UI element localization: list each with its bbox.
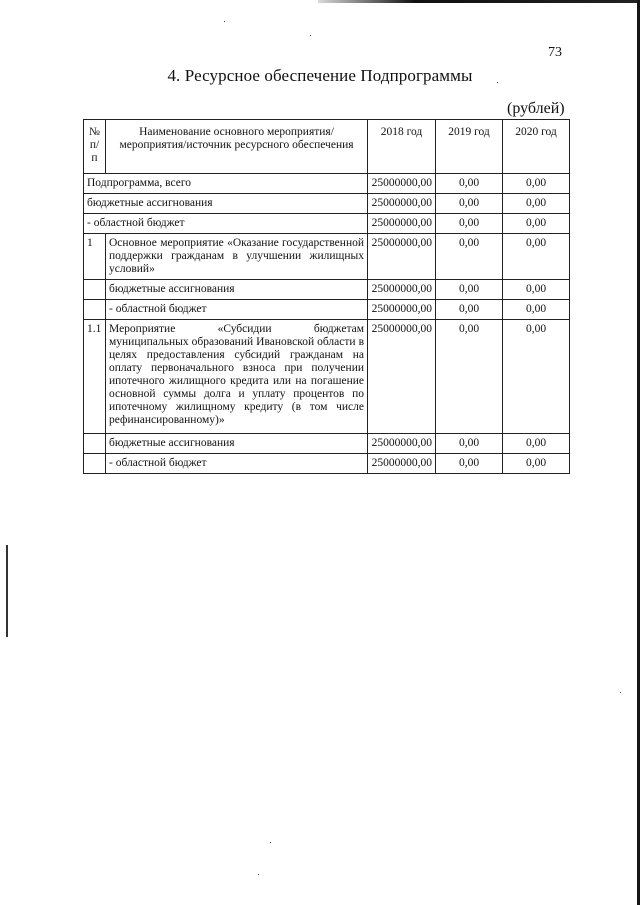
row-2020: 0,00 (503, 174, 570, 194)
header-2018: 2018 год (368, 120, 436, 174)
row-2018: 25000000,00 (368, 234, 436, 280)
table-row (84, 300, 570, 320)
row-2019: 0,00 (436, 300, 503, 320)
row-2018: 25000000,00 (368, 434, 436, 454)
scan-speck (620, 692, 621, 693)
row-2020: 0,00 (503, 454, 570, 474)
row-2019: 0,00 (436, 434, 503, 454)
row-2019: 0,00 (436, 454, 503, 474)
row-2020: 0,00 (503, 214, 570, 234)
header-name: Наименование основного мероприятия/мероприятия/источник ресурсного обеспечения (106, 120, 368, 174)
row-2018: 25000000,00 (368, 280, 436, 300)
row-num (84, 280, 106, 300)
table-row (84, 454, 570, 474)
row-num: 1 (84, 234, 106, 280)
page-title: 4. Ресурсное обеспечение Подпрограммы (167, 66, 473, 85)
header-num: № п/п (84, 120, 106, 174)
row-2020: 0,00 (503, 194, 570, 214)
table-row (84, 194, 570, 214)
table-row (84, 234, 570, 280)
row-2018: 25000000,00 (368, 194, 436, 214)
table-row (84, 174, 570, 194)
table-row (84, 434, 570, 454)
row-name: Основное мероприятие «Оказание государственной поддержки гражданам в улучшении жилищных условий» (106, 234, 368, 280)
units-label: (рублей) (507, 100, 565, 117)
scan-speck (310, 35, 311, 36)
row-num: 1.1 (84, 320, 106, 434)
page-number: 73 (548, 45, 562, 60)
row-num (84, 434, 106, 454)
resource-table (83, 119, 570, 474)
row-name: - областной бюджет (106, 300, 368, 320)
header-2019: 2019 год (436, 120, 503, 174)
row-num (84, 454, 106, 474)
row-name: Мероприятие «Субсидии бюджетам муниципальных образований Ивановской области в целях предоставления субсидий гражданам на оплату первоначального взноса при получении ипотечного жилищного кредита или на погашение основной суммы долга и уплату процентов по ипотечному жилищному кредиту (в том числе рефинансированному)» (106, 320, 368, 434)
scan-mark-left (6, 545, 8, 637)
row-2019: 0,00 (436, 234, 503, 280)
table-row (84, 214, 570, 234)
row-2019: 0,00 (436, 194, 503, 214)
row-num (84, 300, 106, 320)
row-2018: 25000000,00 (368, 214, 436, 234)
row-name: Подпрограмма, всего (84, 174, 368, 194)
row-name: бюджетные ассигнования (106, 280, 368, 300)
table-row (84, 320, 570, 434)
row-2020: 0,00 (503, 280, 570, 300)
row-2020: 0,00 (503, 320, 570, 434)
scan-speck (224, 21, 225, 22)
row-name: - областной бюджет (84, 214, 368, 234)
row-2018: 25000000,00 (368, 454, 436, 474)
row-2018: 25000000,00 (368, 320, 436, 434)
row-2020: 0,00 (503, 434, 570, 454)
scan-edge-top (318, 0, 640, 3)
header-2020: 2020 год (503, 120, 570, 174)
row-2020: 0,00 (503, 300, 570, 320)
row-2018: 25000000,00 (368, 300, 436, 320)
table-row (84, 280, 570, 300)
row-2019: 0,00 (436, 214, 503, 234)
row-name: бюджетные ассигнования (84, 194, 368, 214)
scan-speck (258, 874, 259, 875)
row-2020: 0,00 (503, 234, 570, 280)
row-2018: 25000000,00 (368, 174, 436, 194)
row-2019: 0,00 (436, 320, 503, 434)
row-name: - областной бюджет (106, 454, 368, 474)
row-2019: 0,00 (436, 174, 503, 194)
row-name: бюджетные ассигнования (106, 434, 368, 454)
scan-speck (270, 842, 271, 843)
row-2019: 0,00 (436, 280, 503, 300)
table-header-row (84, 120, 570, 174)
